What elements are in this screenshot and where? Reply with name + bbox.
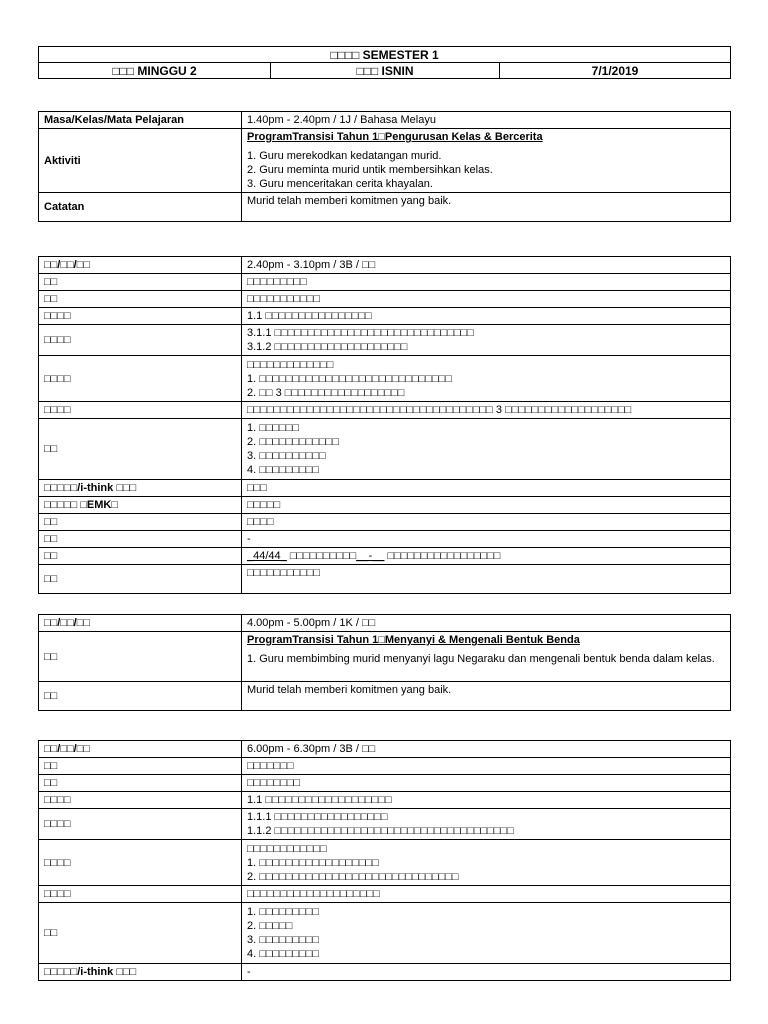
row-label: □□	[39, 565, 242, 594]
row-value	[242, 840, 731, 886]
row-label: □□	[39, 514, 242, 531]
row-value: □□□□□□□□□□□	[242, 565, 731, 594]
day-label: □□□ ISNIN	[271, 63, 500, 79]
activity-value	[242, 129, 731, 193]
notes-value: Murid telah memberi komitmen yang baik.	[242, 193, 731, 222]
row-value: 1.1 □□□□□□□□□□□□□□□□	[242, 308, 731, 325]
row-line: □□□□□□□□□□□□	[247, 842, 327, 855]
row-label: □□□□	[39, 325, 242, 356]
row-line: 2. □□□□□	[247, 920, 293, 932]
row-line: 3. □□□□□□□□□□	[247, 450, 326, 462]
row-label: □□	[39, 548, 242, 565]
activity-title: ProgramTransisi Tahun 1□Menyanyi & Mengenali Bentuk Benda	[247, 634, 580, 646]
lesson-block-2	[38, 256, 731, 594]
row-value	[242, 809, 731, 840]
row-value: 1.1 □□□□□□□□□□□□□□□□□□□	[242, 792, 731, 809]
row-value: □□□□□□□□□□□	[242, 291, 731, 308]
week-label: □□□ MINGGU 2	[39, 63, 271, 79]
row-label: □□□□	[39, 886, 242, 903]
row-label: □□□□□/i-think □□□	[39, 480, 242, 497]
row-line: 3. □□□□□□□□□	[247, 934, 320, 946]
time-class-subject-label: □□/□□/□□	[39, 741, 242, 758]
absent-count: __-__	[356, 550, 385, 562]
notes-value: Murid telah memberi komitmen yang baik.	[242, 682, 731, 711]
row-label: □□	[39, 531, 242, 548]
row-value: □□□	[242, 480, 731, 497]
row-label: □□□□□/i-think □□□	[39, 964, 242, 981]
row-label: □□	[39, 274, 242, 291]
row-label: □□□□	[39, 356, 242, 402]
time-class-subject-value: 2.40pm - 3.10pm / 3B / □□	[242, 257, 731, 274]
row-value: □□□□□□□□	[242, 775, 731, 792]
time-class-subject-value: 1.40pm - 2.40pm / 1J / Bahasa Melayu	[242, 112, 731, 129]
row-label: □□□□	[39, 402, 242, 419]
activity-step: 1. Guru membimbing murid menyanyi lagu Negaraku dan mengenali bentuk benda dalam kelas.	[247, 653, 715, 665]
row-line: 1. □□□□□□□□□□□□□□□□□□□□□□□□□□□□□	[247, 372, 452, 385]
row-label: □□	[39, 291, 242, 308]
row-value	[242, 903, 731, 964]
row-line: 4. □□□□□□□□□	[247, 464, 320, 476]
activity-title: ProgramTransisi Tahun 1□Pengurusan Kelas & Bercerita	[247, 131, 543, 143]
time-class-subject-label: Masa/Kelas/Mata Pelajaran	[39, 112, 242, 129]
activity-label: Aktiviti	[39, 129, 242, 193]
row-value: □□□□□□□	[242, 758, 731, 775]
row-label: □□□□□ □EMK□	[39, 497, 242, 514]
attendance-value	[242, 548, 731, 565]
row-label: □□	[39, 419, 242, 480]
attendance-text: □□□□□□□□□□	[289, 550, 357, 562]
row-label: □□□□	[39, 809, 242, 840]
row-value: □□□□□□□□□□□□□□□□□□□□	[242, 886, 731, 903]
row-line: 1.1.2 □□□□□□□□□□□□□□□□□□□□□□□□□□□□□□□□□□□□	[247, 825, 514, 837]
row-line: 3.1.1 □□□□□□□□□□□□□□□□□□□□□□□□□□□□□□	[247, 327, 474, 339]
activity-value	[242, 632, 731, 682]
row-value: □□□□□	[242, 497, 731, 514]
row-line: 4. □□□□□□□□□	[247, 948, 320, 960]
row-line: 1. □□□□□□□□□	[247, 906, 320, 918]
row-value: -	[242, 964, 731, 981]
row-value: □□□□□□□□□□□□□□□□□□□□□□□□□□□□□□□□□□□□□ 3 □□□□□□□□□□□□□□□□□□□	[242, 402, 731, 419]
notes-label: □□	[39, 682, 242, 711]
row-value	[242, 419, 731, 480]
notes-label: Catatan	[39, 193, 242, 222]
row-value: □□□□	[242, 514, 731, 531]
attendance-text: □□□□□□□□□□□□□□□□□	[387, 550, 501, 562]
row-line: □□□□□□□□□□□□□	[247, 358, 334, 371]
row-value: -	[242, 531, 731, 548]
row-label: □□□□	[39, 840, 242, 886]
time-class-subject-label: □□/□□/□□	[39, 615, 242, 632]
row-line: 2. □□□□□□□□□□□□	[247, 436, 339, 448]
row-value	[242, 325, 731, 356]
time-class-subject-value: 6.00pm - 6.30pm / 3B / □□	[242, 741, 731, 758]
lesson-block-1	[38, 111, 731, 222]
lesson-block-4	[38, 740, 731, 981]
row-value	[242, 356, 731, 402]
semester-title: □□□□ SEMESTER 1	[39, 47, 731, 63]
date-label: 7/1/2019	[500, 63, 731, 79]
activity-step: 3. Guru menceritakan cerita khayalan.	[247, 178, 433, 190]
row-line: 3.1.2 □□□□□□□□□□□□□□□□□□□□	[247, 341, 408, 353]
row-label: □□	[39, 775, 242, 792]
time-class-subject-value: 4.00pm - 5.00pm / 1K / □□	[242, 615, 731, 632]
header-table	[38, 46, 731, 79]
activity-step: 1. Guru merekodkan kedatangan murid.	[247, 150, 442, 162]
row-label: □□	[39, 903, 242, 964]
row-line: 2. □□ 3 □□□□□□□□□□□□□□□□□□	[247, 386, 405, 399]
activity-step: 2. Guru meminta murid untik membersihkan kelas.	[247, 164, 493, 176]
row-label: □□	[39, 758, 242, 775]
row-line: 1. □□□□□□□□□□□□□□□□□□	[247, 856, 379, 869]
row-line: 1.1.1 □□□□□□□□□□□□□□□□□	[247, 811, 388, 823]
time-class-subject-label: □□/□□/□□	[39, 257, 242, 274]
row-value: □□□□□□□□□	[242, 274, 731, 291]
attendance-count: _44/44_	[247, 550, 287, 562]
row-label: □□□□	[39, 792, 242, 809]
row-label: □□□□	[39, 308, 242, 325]
row-line: 1. □□□□□□	[247, 422, 300, 434]
activity-label: □□	[39, 632, 242, 682]
row-line: 2. □□□□□□□□□□□□□□□□□□□□□□□□□□□□□□	[247, 870, 459, 883]
lesson-block-3	[38, 614, 731, 711]
